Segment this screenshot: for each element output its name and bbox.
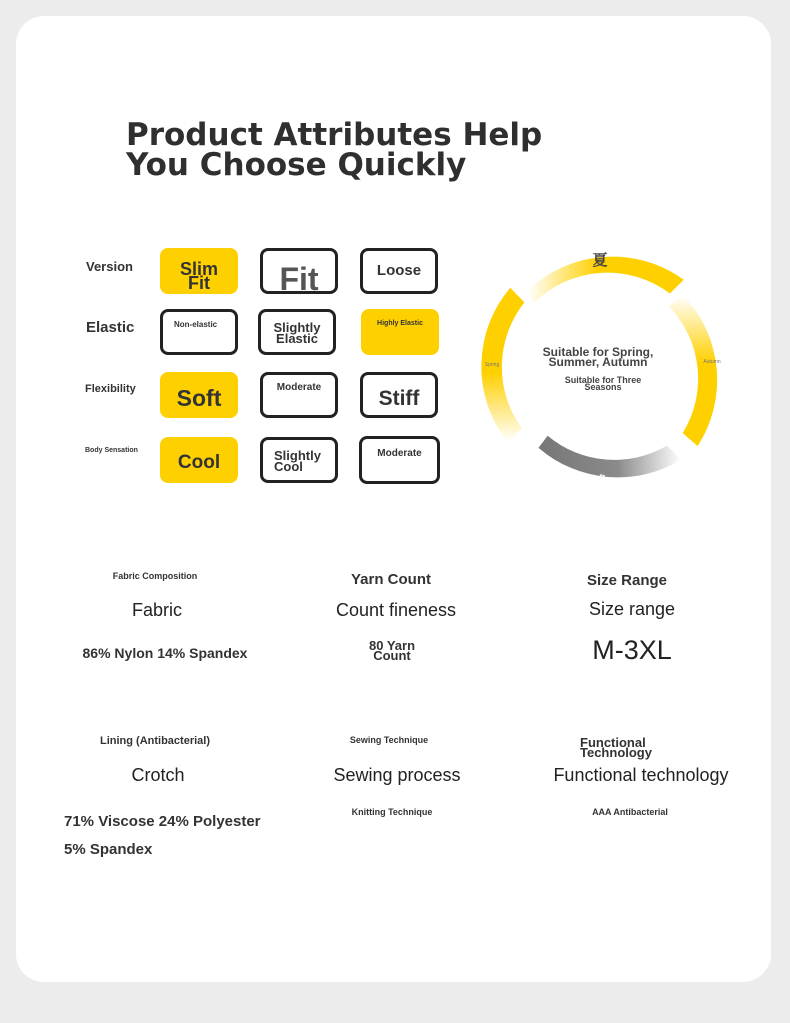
attr-label-functional-technology: Functional technology [553, 765, 729, 785]
attr-value-size-range: M-3XL [592, 635, 672, 665]
attr-value-sewing: Knitting Technique [351, 807, 433, 817]
attr-heading-fabric-composition: Fabric Composition [112, 571, 198, 581]
option-stiff [360, 372, 438, 418]
page-title: Product Attributes Help You Choose Quickly [126, 117, 543, 183]
option-label: Slightly Elastic [273, 320, 321, 346]
attr-heading-lining: Lining (Antibacterial) [100, 735, 210, 747]
attr-label-size-range: Size range [588, 599, 676, 619]
option-label: Moderate [276, 382, 322, 393]
wheel-sub-text: Suitable for Three Seasons [564, 375, 642, 392]
row-label-elastic: Elastic [86, 319, 135, 336]
option-label: Highly Elastic [377, 320, 423, 327]
attr-heading-sewing-technique: Sewing Technique [349, 735, 429, 745]
attr-value-antibacterial: AAA Antibacterial [592, 807, 668, 817]
option-non-elastic [160, 309, 238, 355]
option-loose [360, 248, 438, 294]
option-label: Loose [376, 262, 422, 279]
option-label: Moderate [377, 448, 422, 459]
row-label-body-sensation: Body Sensation [85, 447, 138, 454]
option-label: Stiff [378, 387, 420, 410]
option-label: Non-elastic [174, 320, 218, 329]
season-summer-label: 夏 [592, 252, 608, 269]
option-label: Fit [279, 261, 319, 294]
attr-heading-size-range: Size Range [586, 572, 668, 589]
option-slightly-elastic [258, 309, 336, 355]
option-slim-fit [160, 248, 238, 294]
row-label-flexibility: Flexibility [85, 383, 136, 395]
season-winter-label: 冬 [597, 474, 607, 484]
attr-value-yarn-count: 80 Yarn Count [368, 638, 416, 663]
option-slightly-cool [260, 437, 338, 483]
attr-label-sewing-process: Sewing process [333, 765, 461, 785]
autumn-arc [669, 295, 717, 446]
option-label: Cool [177, 452, 221, 473]
option-highly-elastic [361, 309, 439, 355]
option-soft [160, 372, 238, 418]
season-autumn-label: Autumn [703, 359, 721, 365]
season-spring-label: Spring [484, 362, 500, 368]
attr-heading-yarn-count: Yarn Count [350, 571, 431, 588]
attr-label-fabric: Fabric [131, 600, 182, 620]
attr-heading-functional-technology: Functional Technology [580, 735, 652, 760]
attr-value-fabric: 86% Nylon 14% Spandex [82, 645, 248, 661]
option-fit [260, 248, 338, 294]
option-label: Slim Fit [179, 259, 218, 293]
attr-label-count-fineness: Count fineness [335, 600, 457, 620]
option-label: Soft [176, 385, 222, 411]
option-cool [160, 437, 238, 483]
row-label-version: Version [86, 259, 133, 274]
wheel-main-text: Suitable for Spring, Summer, Autumn [542, 345, 654, 369]
option-moderate [260, 372, 338, 418]
attr-value-lining: 71% Viscose 24% Polyester 5% Spandex [64, 813, 261, 858]
option-moderate-sensation [359, 436, 440, 484]
attr-label-crotch: Crotch [131, 765, 185, 785]
option-label: Slightly Cool [274, 448, 321, 474]
